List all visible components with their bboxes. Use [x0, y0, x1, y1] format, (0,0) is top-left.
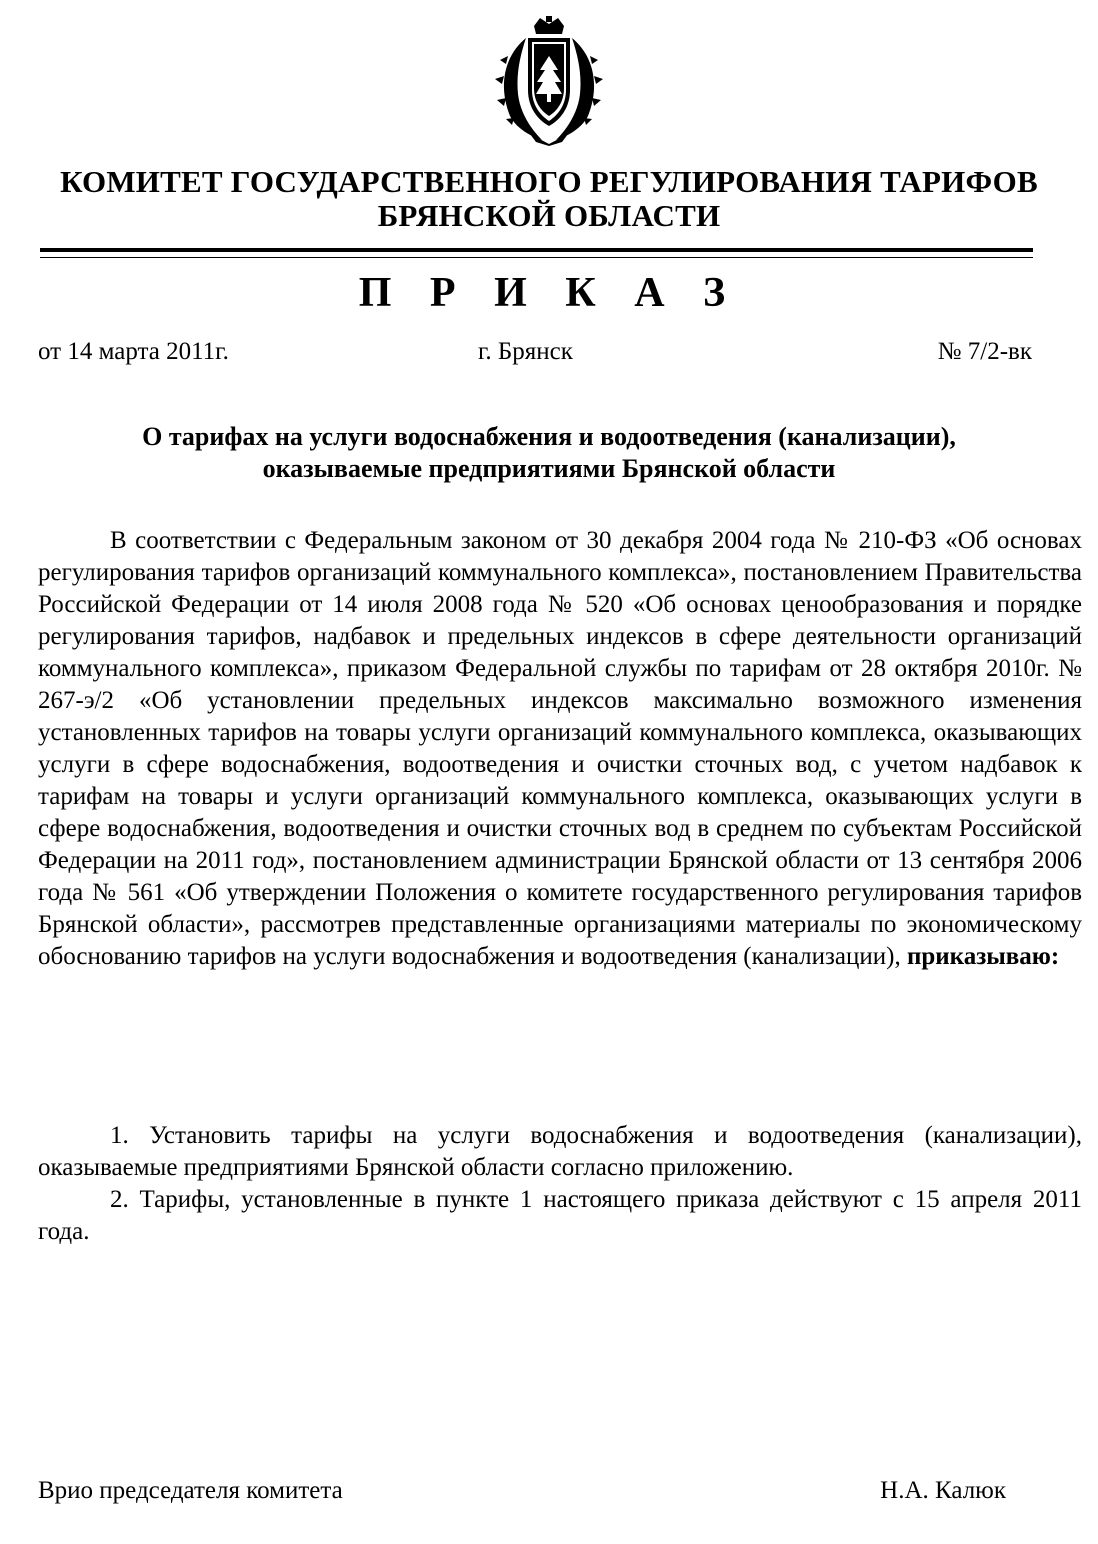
order-items [38, 1120, 1082, 1248]
document-city: г. Брянск [478, 338, 573, 365]
header-divider-thick [40, 248, 1033, 252]
organization-name [40, 165, 1058, 233]
header-divider-thin [40, 257, 1033, 258]
order-item-2: 2. Тарифы, установленные в пункте 1 настоящего приказа действуют с 15 апреля 2011 года. [38, 1186, 1082, 1245]
signatory-position: Врио председателя комитета [38, 1477, 343, 1504]
organization-name-line2: БРЯНСКОЙ ОБЛАСТИ [377, 198, 721, 233]
document-date: от 14 марта 2011г. [38, 338, 229, 365]
preamble-text: В соответствии с Федеральным законом от 30 декабря 2004 года № 210-ФЗ «Об основах регулирования тарифов организаций коммунального комплекса», постановлением Правительства Российской Федерации от 14 июля 2008 года № 520 «Об основах ценообразования и порядке регулирования тарифов, надбавок и предельных индексов в сфере деятельности организаций коммунального комплекса», приказом Федеральной службы по тарифам от 28 октября 2010г. № 267-э/2 «Об установлении предельных индексов максимально возможного изменения установленных тарифов на товары услуги организаций коммунального комплекса, оказывающих услуги в сфере водоснабжения, водоотведения и очистки сточных вод, с учетом надбавок к тарифам на товары и услуги организаций коммунального комплекса, оказывающих услуги в сфере водоснабжения, водоотведения и очистки сточных вод в среднем по субъектам Российской Федерации на 2011 год», постановлением администрации Брянской области от 13 сентября 2006 года № 561 «Об утверждении Положения о комитете государственного регулирования тарифов Брянской области», рассмотрев представленные организациями материалы по экономическому обоснованию тарифов на услуги водоснабжения и водоотведения (канализации), [38, 527, 1082, 970]
order-item-1: 1. Установить тарифы на услуги водоснабжения и водоотведения (канализации), оказываемые предприятиями Брянской области согласно приложению. [38, 1122, 1082, 1181]
document-title [40, 421, 1058, 485]
signatory-name: Н.А. Калюк [880, 1477, 1006, 1504]
document-type: П Р И К А З [358, 270, 740, 316]
bryansk-coat-of-arms-icon [490, 16, 608, 146]
document-number: № 7/2-вк [937, 338, 1032, 365]
preamble-paragraph [38, 525, 1082, 973]
document-title-line2: оказываемые предприятиями Брянской области [262, 454, 836, 483]
document-title-line1: О тарифах на услуги водоснабжения и водоотведения (канализации), [142, 422, 956, 451]
organization-name-line1: КОМИТЕТ ГОСУДАРСТВЕННОГО РЕГУЛИРОВАНИЯ ТАРИФОВ [60, 164, 1038, 199]
decree-word: приказываю: [906, 943, 1060, 970]
